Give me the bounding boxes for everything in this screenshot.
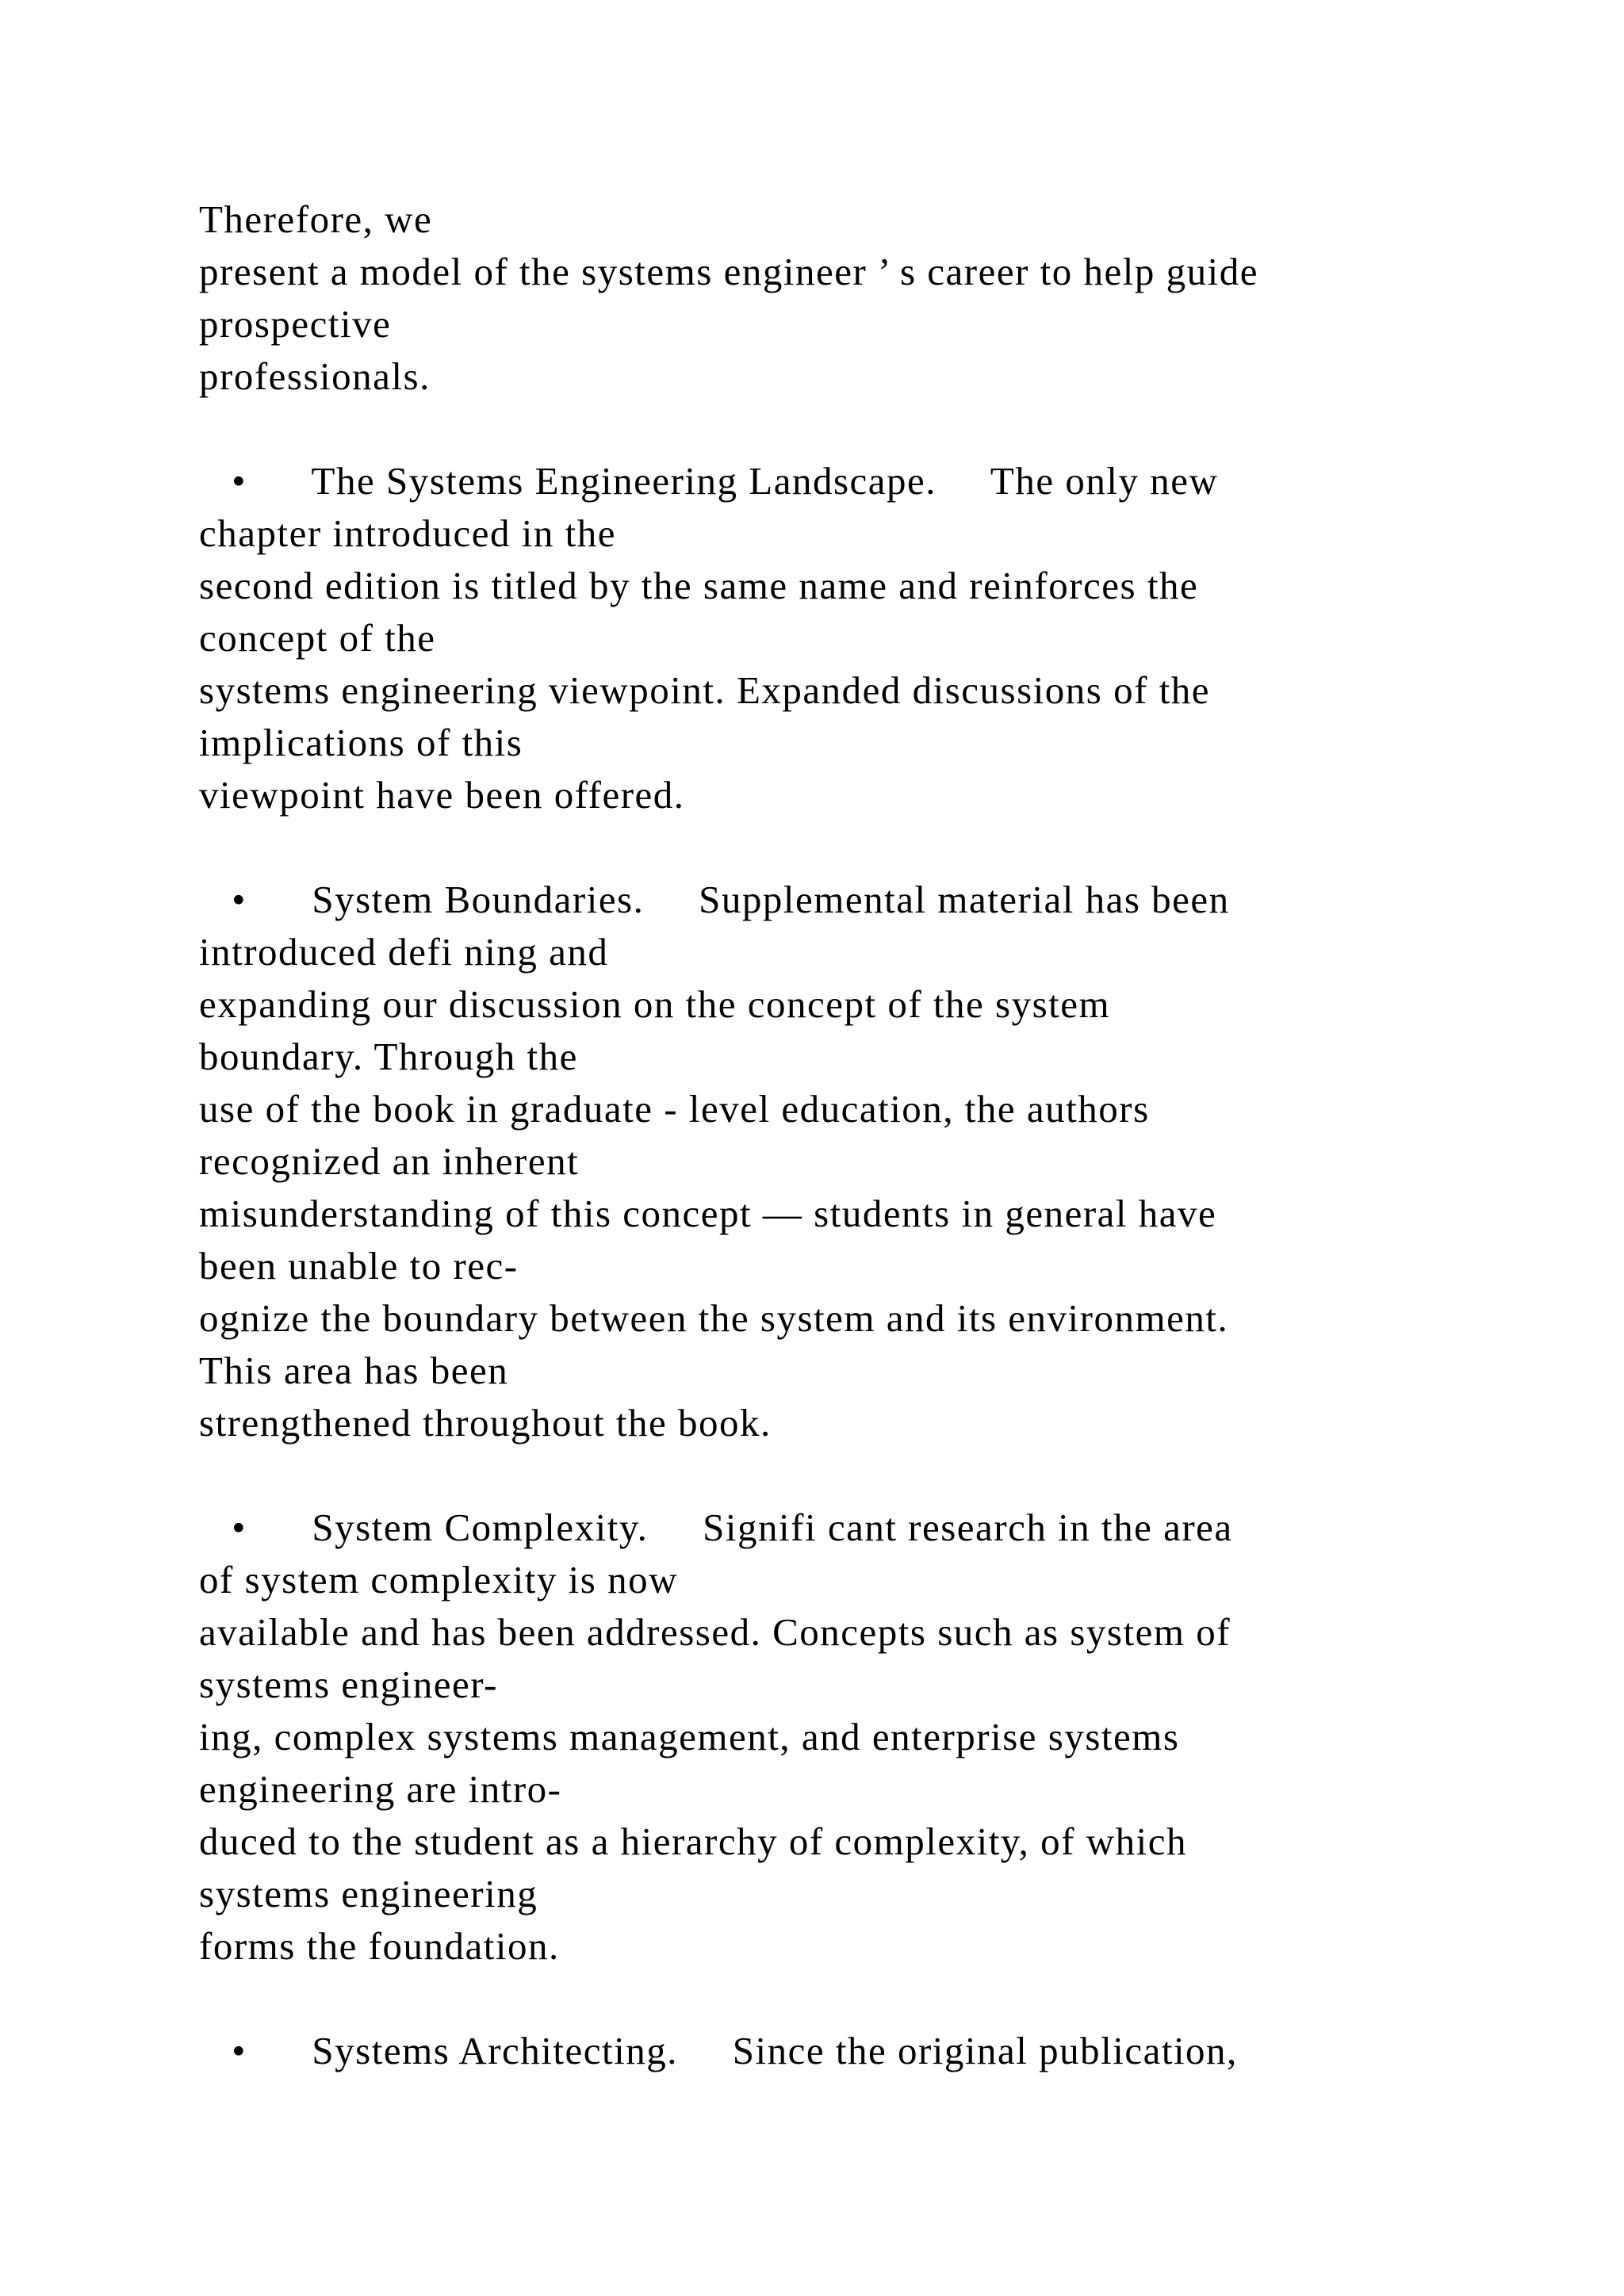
text-line: viewpoint have been offered. [199, 773, 685, 817]
text-line: misunderstanding of this concept — students in general have [199, 1192, 1217, 1235]
bullet-line: • The Systems Engineering Landscape. The only new [199, 459, 1219, 503]
text-line: prospective [199, 302, 392, 346]
text-line: systems engineering [199, 1872, 538, 1915]
text-line: professionals. [199, 354, 431, 398]
text-line: available and has been addressed. Concepts such as system of [199, 1610, 1231, 1654]
text-line: of system complexity is now [199, 1558, 678, 1601]
text-line: expanding our discussion on the concept of the system [199, 982, 1111, 1026]
text-line: systems engineering viewpoint. Expanded discussions of the [199, 668, 1211, 712]
text-line: engineering are intro- [199, 1767, 562, 1811]
text-line: boundary. Through the [199, 1035, 578, 1078]
text-line: introduced defi ning and [199, 930, 609, 974]
text-line: systems engineer- [199, 1663, 498, 1706]
text-line: been unable to rec- [199, 1244, 519, 1288]
text-line: forms the foundation. [199, 1924, 560, 1968]
bullet-line: • System Complexity. Signifi cant research in the area [199, 1506, 1233, 1549]
bullet-line: • System Boundaries. Supplemental material has been [199, 878, 1230, 921]
text-line: present a model of the systems engineer ’ s career to help guide [199, 250, 1258, 293]
text-line: concept of the [199, 616, 436, 660]
text-line: ognize the boundary between the system and its environment. [199, 1296, 1229, 1340]
text-line: use of the book in graduate - level education, the authors [199, 1087, 1150, 1131]
text-line: ing, complex systems management, and enterprise systems [199, 1715, 1180, 1758]
text-line: duced to the student as a hierarchy of complexity, of which [199, 1820, 1187, 1863]
text-line: This area has been [199, 1349, 509, 1392]
text-line: Therefore, we [199, 197, 433, 241]
text-line: implications of this [199, 721, 523, 764]
text-line: chapter introduced in the [199, 511, 616, 555]
text-line: recognized an inherent [199, 1139, 580, 1183]
text-line: strengthened throughout the book. [199, 1401, 772, 1445]
bullet-line: • Systems Architecting. Since the original publication, [199, 2029, 1238, 2072]
text-line: second edition is titled by the same name and reinforces the [199, 564, 1199, 607]
